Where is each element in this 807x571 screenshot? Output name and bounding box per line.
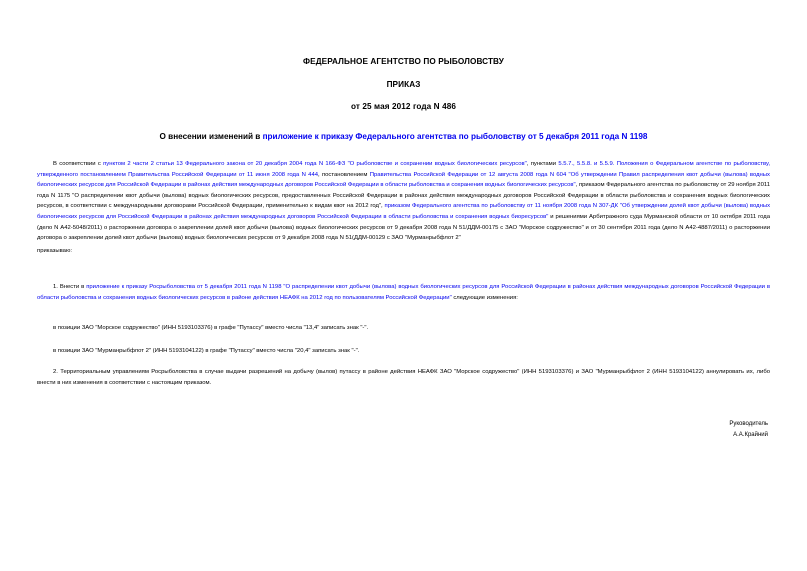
preamble-link-regulation[interactable]: 5.5.7., 5.5.8. и 5.5.9. Положения о Федеральном агентстве по рыболовству, утвержденного постановлением Правительства Российской Федерации от 11 июня 2008 года N 444 [37, 161, 771, 178]
preamble-text-5: и решениями Арбитражного суда Мурманской области от 10 октября 2011 года (дело N А42-5048/2011) о расторжении договора о закреплении долей квот добычи (вылова) водных биологических ресурсов от 9 декабря 2008 года N 51/ДДМ-00175 с ЗАО "Морское содружество" и от 30 сентября 2011 года (дело N А42-4887/2011) о расторжении договора о закреплении долей квот добычи (вылова) водных биологических ресурсов от 9 декабря 2008 года N 51(ДДМ-00129 с ЗАО "Мурманрыбфлот 2" [37, 213, 770, 242]
doc-date-number: от 25 мая 2012 года N 486 [350, 102, 457, 111]
signature-position: Руководитель [729, 421, 768, 427]
preamble-link-federal-law[interactable]: пунктом 2 части 2 статьи 13 Федерального закона от 20 декабря 2004 года N 166-ФЗ "О рыболовстве и сохранении водных биологических ресурсов" [103, 161, 527, 167]
preamble-text-1: В соответствии с [53, 161, 104, 167]
preamble-paragraph [37, 159, 770, 244]
item-2-paragraph: 2. Территориальным управлениям Росрыболовства в случае выдачи разрешений на добычу (вылов) путассу в районе действия НЕАФК ЗАО "Морское содружество" (ИНН 5193103376) и ЗАО "Мурманрыбфлот 2 (ИНН 5193104122) аннулировать их, либо внести в них изменения в соответствии с настоящим приказом. [37, 369, 770, 386]
preamble-link-order-307[interactable]: приказом Федерального агентства по рыболовству от 11 ноября 2008 года N 307-ДК "Об утверждении долей квот добычи (вылова) водных биологических ресурсов для Российской Федерации в районах действия международных договоров Российской Федерации в области рыболовства и сохранения водных биоресурсов" [37, 203, 771, 220]
document-title [0, 132, 807, 141]
signature-block [729, 419, 768, 440]
signature-name: А.А.Крайний [733, 431, 768, 438]
item-1-link[interactable]: приложение к приказу Росрыболовства от 5 декабря 2011 года N 1198 "О распределении квот добычи (вылова) водных биологических ресурсов для Российской Федерации в районах действия международных договоров Российской Федерации в области рыболовства и сохранения водных биологических ресурсов в районе действия НЕАФК на 2012 год по пользователям Российской Федерации" [37, 284, 770, 301]
agency-heading: ФЕДЕРАЛЬНОЕ АГЕНТСТВО ПО РЫБОЛОВСТВУ [303, 57, 504, 66]
change-1-paragraph: в позиции ЗАО "Морское содружество" (ИНН 5193103376) в графе "Путассу" вместо числа "13,4" записать знак "-". [53, 325, 369, 331]
change-2-paragraph: в позиции ЗАО "Мурманрыбфлот 2" (ИНН 5193104122) в графе "Путассу" вместо числа "20,4" записать знак "-". [53, 348, 360, 354]
order-word: приказываю: [37, 248, 73, 254]
preamble-text-2: , пунктами [526, 161, 559, 167]
doc-type-heading: ПРИКАЗ [386, 80, 421, 89]
item-1-paragraph [37, 282, 770, 303]
item-1-text-1: 1. Внести в [53, 284, 87, 290]
title-link[interactable]: приложение к приказу Федерального агентства по рыболовству от 5 декабря 2011 года N 1198 [262, 132, 648, 141]
preamble-text-3: , постановлением [318, 171, 370, 178]
preamble-text-4: , приказом Федерального агентства по рыболовству от 29 ноября 2011 года N 1175 "О распределении квот добычи (вылова) водных биологических ресурсов, предоставленных Российской Федерации в районах действия международных договоров Российской Федерации в области рыболовства и сохранения водных биологических ресурсов, в соответствии с международными договорами Российской Федерации, применительно к видам квот на 2012 год", [37, 182, 770, 210]
item-1-text-2: следующие изменения: [451, 294, 518, 301]
title-prefix: О внесении изменений в [159, 132, 263, 141]
preamble-link-government-decree[interactable]: Правительства Российской Федерации от 12 августа 2008 года N 604 "Об утверждении Правил распределения квот добычи (вылова) водных биологических ресурсов для Российской Федерации в районах действия международных договоров Российской Федерации в области рыболовства и сохранения водных биологических ресурсов" [37, 171, 770, 189]
